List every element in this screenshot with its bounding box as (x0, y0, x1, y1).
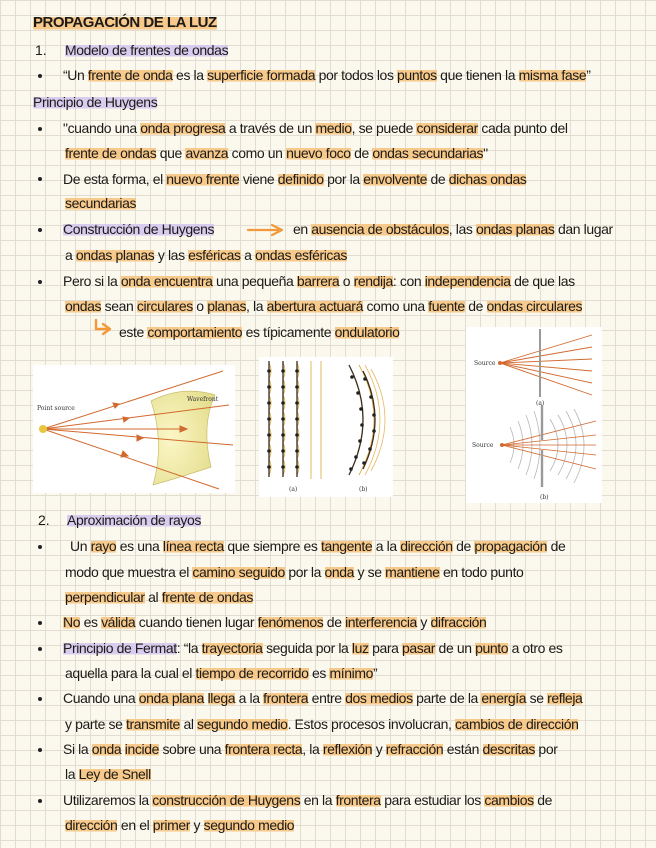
text-fragment: difracción (430, 614, 487, 630)
text-fragment: por todos los (315, 67, 398, 83)
text-fragment: por la (284, 564, 325, 580)
figure-huygens-construction (259, 357, 393, 497)
text-fragment: Ley de Snell (78, 766, 151, 782)
text-fragment: y parte se (65, 716, 126, 732)
text-fragment: ondas (65, 298, 102, 314)
text-fragment: , las (448, 221, 476, 237)
text-fragment: dirección (400, 538, 453, 554)
text-fragment: "cuando una (63, 120, 141, 136)
text-fragment: reflexión (322, 741, 373, 757)
text-fragment: independencia (424, 273, 511, 289)
text-fragment: como una (362, 298, 429, 314)
text-fragment: para (368, 640, 403, 656)
text-fragment: ondas planas (75, 247, 155, 263)
text-fragment: , se puede (351, 120, 417, 136)
text-fragment: por la (323, 171, 364, 187)
text-line (63, 613, 486, 631)
arrow-right-icon (246, 223, 286, 237)
text-fragment: que (156, 145, 186, 161)
bullet (38, 545, 42, 549)
text-line (65, 765, 151, 783)
text-fragment: tiempo de recorrido (195, 665, 309, 681)
text-fragment: viene (239, 171, 278, 187)
text-fragment: Si la (63, 741, 92, 757)
text-line (119, 323, 399, 341)
text-fragment: , la (246, 298, 267, 314)
figure-point-source-wavefront (33, 365, 235, 493)
text-fragment: a través de un (225, 120, 316, 136)
text-fragment: envolvente (363, 171, 427, 187)
text-fragment: Utilizaremos la (63, 792, 153, 808)
text-fragment: segundo medio (197, 716, 288, 732)
text-fragment: onda encuentra (120, 273, 213, 289)
text-fragment: ausencia de obstáculos (311, 221, 449, 237)
text-fragment: fenómenos (257, 614, 324, 630)
text-fragment: frente de ondas (65, 145, 157, 161)
text-fragment: mantiene (385, 564, 440, 580)
text-fragment: PROPAGACIÓN DE LA LUZ (33, 14, 217, 31)
text-line (63, 791, 552, 809)
text-fragment: válida (101, 614, 136, 630)
text-fragment: están (443, 741, 483, 757)
text-fragment: ondas secundarias (372, 145, 484, 161)
text-fragment: de (350, 145, 373, 161)
text-line (63, 66, 591, 84)
text-fragment: de (547, 538, 566, 554)
text-fragment: tangente (320, 538, 373, 554)
text-fragment: en todo punto (439, 564, 524, 580)
bullet (38, 748, 42, 752)
page-title (33, 14, 217, 32)
text-fragment: onda plana (138, 690, 205, 706)
text-fragment: cuando tienen lugar (135, 614, 258, 630)
text-fragment: en el (117, 817, 153, 833)
text-fragment: en la (300, 792, 336, 808)
text-line (65, 715, 578, 733)
text-line (65, 816, 294, 834)
text-fragment: medio (315, 120, 352, 136)
text-fragment: Pero si la (63, 273, 121, 289)
text-fragment: o (192, 298, 208, 314)
text-fragment: De esta forma, el (63, 171, 167, 187)
text-fragment: ondas esféricas (254, 247, 348, 263)
text-fragment: esféricas (188, 247, 241, 263)
text-fragment: , la (302, 741, 323, 757)
text-fragment: como un (228, 145, 287, 161)
source-label-top: Source (474, 360, 496, 367)
text-fragment: a (65, 247, 76, 263)
text-fragment: energía (481, 690, 527, 706)
text-fragment: Aproximación de rayos (67, 512, 201, 528)
text-fragment: superficie formada (207, 67, 316, 83)
text-fragment: frontera recta (224, 741, 303, 757)
text-fragment: y (372, 741, 386, 757)
text-fragment: puntos (397, 67, 437, 83)
text-line (70, 537, 565, 555)
text-line (63, 740, 557, 758)
bullet (38, 228, 42, 232)
text-fragment: dos medios (345, 690, 413, 706)
text-fragment: es típicamente (242, 324, 335, 340)
text-line (65, 588, 253, 606)
text-fragment: Cuando una (63, 690, 139, 706)
text-line (63, 170, 526, 188)
text-fragment: es una (116, 538, 163, 554)
text-fragment: ondulatorio (334, 324, 400, 340)
text-line (65, 297, 582, 315)
text-fragment: misma fase (518, 67, 587, 83)
text-fragment: nuevo frente (166, 171, 240, 187)
text-fragment: camino seguido (192, 564, 285, 580)
text-fragment: ondas planas (475, 221, 555, 237)
section-2-heading (67, 511, 201, 529)
text-fragment: Construcción de Huygens (63, 221, 215, 237)
text-fragment: considerar (416, 120, 478, 136)
text-fragment: Un (70, 538, 91, 554)
figure-label-a: (a) (536, 400, 545, 407)
text-fragment: sean (101, 298, 137, 314)
text-fragment: rendija (353, 273, 393, 289)
text-fragment: frente de ondas (161, 589, 254, 605)
text-fragment: de (452, 538, 475, 554)
text-line (65, 246, 347, 264)
text-fragment: seguida por la (262, 640, 352, 656)
text-fragment: es (308, 665, 330, 681)
text-fragment: al (144, 589, 162, 605)
text-fragment: este (119, 324, 148, 340)
text-fragment: dirección (65, 817, 118, 833)
text-line (65, 144, 488, 162)
text-fragment: frontera (335, 792, 381, 808)
bullet (38, 280, 42, 284)
text-fragment: Modelo de frentes de ondas (65, 42, 229, 58)
text-fragment: de (533, 792, 552, 808)
text-fragment: la (65, 766, 79, 782)
text-fragment: No (63, 614, 81, 630)
text-fragment: : “la (176, 640, 202, 656)
text-line (63, 272, 575, 290)
text-fragment: al (179, 716, 198, 732)
text-fragment: es (80, 614, 102, 630)
text-line (63, 639, 563, 657)
text-fragment: primer (152, 817, 191, 833)
text-fragment: que tienen la (436, 67, 519, 83)
text-fragment: ” (372, 665, 378, 681)
figure-diffraction (466, 327, 602, 503)
point-source-label: Point source (37, 405, 75, 412)
bullet (38, 697, 42, 701)
text-fragment: ondas circulares (486, 298, 583, 314)
text-fragment: modo que muestra el (65, 564, 193, 580)
text-fragment: o (339, 273, 354, 289)
text-fragment: de (323, 614, 346, 630)
text-fragment: abertura actuará (266, 298, 363, 314)
text-fragment: aquella para la cual el (65, 665, 196, 681)
bullet (38, 74, 42, 78)
text-fragment: luz (351, 640, 369, 656)
text-fragment: en (293, 221, 312, 237)
wavefront-label: Wavefront (187, 396, 219, 403)
text-fragment: que siempre es (223, 538, 321, 554)
text-fragment: a otro es (508, 640, 563, 656)
text-fragment: refleja (547, 690, 583, 706)
section-1-heading (65, 41, 228, 59)
text-fragment: dichas ondas (448, 171, 527, 187)
text-fragment: parte de la (412, 690, 482, 706)
section-2-number: 2. (38, 512, 50, 528)
text-fragment: pasar (402, 640, 436, 656)
text-line (63, 220, 214, 238)
text-fragment: y las (154, 247, 189, 263)
text-fragment: transmite (125, 716, 180, 732)
text-fragment: mínimo (329, 665, 373, 681)
source-label-bottom: Source (472, 442, 494, 449)
text-fragment: segundo medio (203, 817, 295, 833)
huygens-heading (33, 93, 157, 111)
text-fragment: propagación (474, 538, 548, 554)
text-fragment: para estudiar los (380, 792, 485, 808)
text-fragment: de (426, 171, 449, 187)
text-fragment: fuente (428, 298, 465, 314)
text-fragment: Principio de Fermat (63, 640, 177, 656)
text-fragment: llega (207, 690, 236, 706)
text-fragment: de (464, 298, 487, 314)
text-fragment: comportamiento (147, 324, 243, 340)
text-fragment: “Un (63, 67, 88, 83)
text-fragment: sobre una (158, 741, 225, 757)
text-fragment: rayo (90, 538, 117, 554)
bullet (38, 647, 42, 651)
text-fragment: entre (308, 690, 346, 706)
text-fragment: de un (435, 640, 476, 656)
text-fragment: a la (372, 538, 401, 554)
text-fragment: descritas (482, 741, 535, 757)
bullet (38, 127, 42, 131)
text-fragment: a (240, 247, 255, 263)
text-fragment: : con (392, 273, 425, 289)
text-fragment: secundarias (65, 195, 137, 211)
text-fragment: cambios (484, 792, 534, 808)
text-fragment: frontera (263, 690, 309, 706)
text-fragment: onda (324, 564, 355, 580)
bullet (38, 177, 42, 181)
bullet (38, 621, 42, 625)
text-line (65, 664, 377, 682)
text-fragment: construcción de Huygens (152, 792, 301, 808)
text-fragment: y (416, 614, 431, 630)
text-fragment: cada punto del (477, 120, 568, 136)
bullet (38, 799, 42, 803)
text-fragment: línea recta (162, 538, 224, 554)
text-fragment: se (526, 690, 548, 706)
text-fragment: definido (277, 171, 324, 187)
text-fragment: onda (91, 741, 122, 757)
text-line (63, 119, 568, 137)
text-fragment: dan lugar (554, 221, 613, 237)
text-fragment: . Estos procesos involucran, (287, 716, 455, 732)
figure-label-b: (b) (540, 494, 549, 501)
figure-label-b: (b) (359, 486, 368, 493)
text-fragment: trayectoria (201, 640, 263, 656)
text-fragment: " (483, 145, 488, 161)
text-fragment: avanza (185, 145, 229, 161)
text-fragment: nuevo foco (286, 145, 351, 161)
text-fragment: interferencia (345, 614, 417, 630)
text-line (65, 194, 136, 212)
text-fragment: circulares (136, 298, 193, 314)
arrow-return-icon (93, 318, 115, 338)
text-fragment: planas (207, 298, 247, 314)
text-fragment: barrera (296, 273, 340, 289)
text-fragment: ” (586, 67, 591, 83)
text-fragment: a la (235, 690, 264, 706)
text-fragment: onda progresa (140, 120, 226, 136)
text-fragment: cambios de dirección (454, 716, 579, 732)
text-fragment: de que las (510, 273, 575, 289)
text-line (63, 689, 582, 707)
text-fragment: punto (475, 640, 509, 656)
text-fragment: Principio de Huygens (33, 94, 158, 110)
text-fragment: refracción (385, 741, 444, 757)
section-1-number: 1. (35, 42, 47, 58)
text-fragment: y se (354, 564, 386, 580)
text-fragment: frente de onda (87, 67, 173, 83)
text-fragment: por (534, 741, 558, 757)
text-fragment: es la (172, 67, 208, 83)
figure-label-a: (a) (289, 486, 298, 493)
text-fragment: una pequeña (212, 273, 297, 289)
text-fragment: perpendicular (65, 589, 145, 605)
text-line (65, 563, 523, 581)
text-line (293, 220, 613, 238)
text-fragment: y (190, 817, 204, 833)
text-fragment: incide (124, 741, 159, 757)
